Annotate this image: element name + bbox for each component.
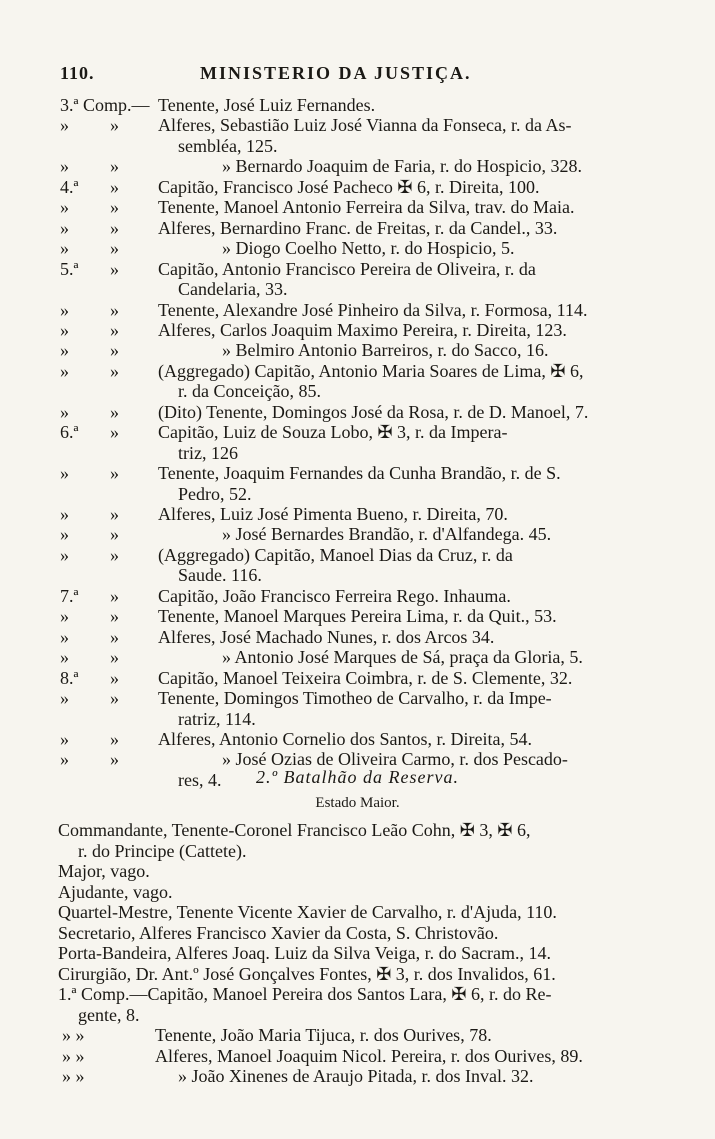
company-number: »: [60, 238, 69, 259]
company-number: »: [60, 463, 69, 484]
ditto-mark: »: [110, 544, 119, 565]
ditto-mark: »: [110, 401, 119, 422]
entry-text: Capitão, Manoel Teixeira Coimbra, r. de S. Clemente, 32.: [158, 667, 573, 688]
ditto-mark: »: [110, 647, 119, 668]
entry-text: (Aggregado) Capitão, Antonio Maria Soares de Lima, ✠ 6,: [158, 360, 584, 381]
company-number: 7.ª: [60, 585, 79, 606]
ditto-mark: »: [110, 299, 119, 320]
ditto-mark: »: [110, 667, 119, 688]
page-number: 110.: [60, 63, 95, 83]
ditto-mark: » »: [62, 1025, 85, 1045]
entry-text: Tenente, José Luiz Fernandes.: [158, 95, 376, 115]
entry-text: (Dito) Tenente, Domingos José da Rosa, r. de D. Manoel, 7.: [158, 401, 589, 422]
entry-text: Alferes, Luiz José Pimenta Bueno, r. Direita, 70.: [158, 504, 508, 524]
ditto-mark: »: [110, 340, 119, 361]
company-number: »: [60, 217, 69, 238]
company-number: 8.ª: [60, 667, 79, 688]
company-number: »: [60, 524, 69, 545]
company-number: 3.ª Comp.—: [60, 95, 150, 115]
ditto-mark: »: [110, 319, 119, 340]
ditto-mark: »: [110, 626, 119, 647]
company-number: »: [60, 544, 69, 565]
entry-text: » Antonio José Marques de Sá, praça da Gloria, 5.: [222, 647, 583, 668]
running-title: MINISTERIO DA JUSTIÇA.: [200, 63, 472, 83]
ditto-mark: »: [110, 585, 119, 606]
entry-text: triz, 126: [178, 442, 238, 463]
ditto-mark: »: [110, 728, 119, 749]
ditto-mark: » »: [62, 1045, 85, 1066]
entry-text: Alferes, José Machado Nunes, r. dos Arcos 34.: [158, 626, 495, 647]
ditto-mark: »: [110, 524, 119, 545]
company-number: »: [60, 197, 69, 218]
ditto-mark: »: [110, 156, 119, 177]
staff-text: » João Xinenes de Araujo Pitada, r. dos Inval. 32.: [178, 1066, 534, 1086]
entry-text: Alferes, Carlos Joaquim Maximo Pereira, r. Direita, 123.: [158, 319, 567, 340]
ditto-mark: »: [110, 258, 119, 279]
entry-text: r. da Conceição, 85.: [178, 381, 321, 402]
ditto-mark: »: [110, 606, 119, 627]
entry-text: Capitão, Luiz de Souza Lobo, ✠ 3, r. da Impera-: [158, 422, 508, 443]
company-number: »: [60, 626, 69, 647]
page-header: [60, 63, 620, 87]
company-number: 4.ª: [60, 176, 79, 197]
company-number: »: [60, 156, 69, 177]
staff-text: Commandante, Tenente-Coronel Francisco Leão Cohn, ✠ 3, ✠ 6,: [58, 820, 531, 840]
staff-text: Cirurgião, Dr. Ant.º José Gonçalves Fontes, ✠ 3, r. dos Invalidos, 61.: [58, 963, 556, 984]
ditto-mark: »: [110, 238, 119, 259]
entry-text: sembléa, 125.: [178, 135, 278, 156]
ditto-mark: »: [110, 217, 119, 238]
entry-text: Alferes, Bernardino Franc. de Freitas, r. da Candel., 33.: [158, 217, 558, 238]
entry-text: » Belmiro Antonio Barreiros, r. do Sacco, 16.: [222, 340, 549, 361]
entry-text: Tenente, Alexandre José Pinheiro da Silva, r. Formosa, 114.: [158, 299, 588, 320]
entry-text: ratriz, 114.: [178, 708, 256, 729]
entry-text: » Bernardo Joaquim de Faria, r. do Hospicio, 328.: [222, 156, 582, 177]
ditto-mark: »: [110, 463, 119, 484]
company-number: »: [60, 360, 69, 381]
entry-text: Tenente, Joaquim Fernandes da Cunha Brandão, r. de S.: [158, 463, 561, 484]
company-number: »: [60, 606, 69, 627]
entry-text: (Aggregado) Capitão, Manoel Dias da Cruz, r. da: [158, 544, 513, 565]
ditto-mark: » »: [62, 1066, 85, 1086]
staff-text: Porta-Bandeira, Alferes Joaq. Luiz da Silva Veiga, r. do Sacram., 14.: [58, 943, 552, 963]
staff-text: 1.ª Comp.—Capitão, Manoel Pereira dos Santos Lara, ✠ 6, r. do Re-: [58, 984, 552, 1004]
company-number: »: [60, 647, 69, 668]
entry-text: Pedro, 52.: [178, 483, 252, 504]
entry-text: » Diogo Coelho Netto, r. do Hospicio, 5.: [222, 238, 515, 259]
company-number: »: [60, 749, 69, 770]
staff-text: gente, 8.: [78, 1004, 140, 1025]
company-number: »: [60, 504, 69, 524]
ditto-mark: »: [110, 115, 119, 136]
entry-text: Tenente, Domingos Timotheo de Carvalho, r. da Impe-: [158, 688, 552, 709]
company-number: »: [60, 299, 69, 320]
entry-text: Capitão, João Francisco Ferreira Rego. Inhauma.: [158, 585, 511, 606]
entry-text: Tenente, Manoel Antonio Ferreira da Silva, trav. do Maia.: [158, 197, 575, 218]
staff-text: Ajudante, vago.: [58, 881, 173, 902]
entry-text: » José Ozias de Oliveira Carmo, r. dos Pescado-: [222, 749, 568, 770]
ditto-mark: »: [110, 504, 119, 524]
company-number: »: [60, 319, 69, 340]
section-subtitle: Estado Maior.: [315, 795, 400, 811]
staff-text: r. do Principe (Cattete).: [78, 840, 247, 861]
entry-text: Alferes, Antonio Cornelio dos Santos, r. Direita, 54.: [158, 728, 532, 749]
entry-text: Capitão, Francisco José Pacheco ✠ 6, r. Direita, 100.: [158, 176, 540, 197]
ditto-mark: »: [110, 749, 119, 770]
company-number: 5.ª: [60, 258, 79, 279]
ditto-mark: »: [110, 688, 119, 709]
ditto-mark: »: [110, 422, 119, 443]
section-title: 2.º Batalhão da Reserva.: [255, 767, 460, 787]
company-number: »: [60, 728, 69, 749]
staff-text: Quartel-Mestre, Tenente Vicente Xavier de Carvalho, r. d'Ajuda, 110.: [58, 902, 557, 922]
entry-text: Saude. 116.: [178, 565, 262, 586]
entry-text: Candelaria, 33.: [178, 279, 288, 300]
ditto-mark: »: [110, 176, 119, 197]
entry-text: » José Bernardes Brandão, r. d'Alfandega. 45.: [222, 524, 552, 545]
staff-text: Major, vago.: [58, 861, 150, 881]
company-number: »: [60, 688, 69, 709]
ditto-mark: »: [110, 197, 119, 218]
company-number: »: [60, 340, 69, 361]
staff-text: Alferes, Manoel Joaquim Nicol. Pereira, r. dos Ourives, 89.: [155, 1045, 583, 1066]
staff-text: Tenente, João Maria Tijuca, r. dos Ourives, 78.: [155, 1025, 492, 1045]
company-number: »: [60, 115, 69, 136]
entry-text: Tenente, Manoel Marques Pereira Lima, r. da Quit., 53.: [158, 606, 557, 627]
entry-text: Alferes, Sebastião Luiz José Vianna da Fonseca, r. da As-: [158, 115, 572, 136]
company-number: »: [60, 401, 69, 422]
ditto-mark: »: [110, 360, 119, 381]
entry-text: res, 4.: [178, 769, 222, 790]
company-number: 6.ª: [60, 422, 79, 443]
entry-text: Capitão, Antonio Francisco Pereira de Oliveira, r. da: [158, 258, 536, 279]
staff-text: Secretario, Alferes Francisco Xavier da Costa, S. Christovão.: [58, 922, 499, 943]
